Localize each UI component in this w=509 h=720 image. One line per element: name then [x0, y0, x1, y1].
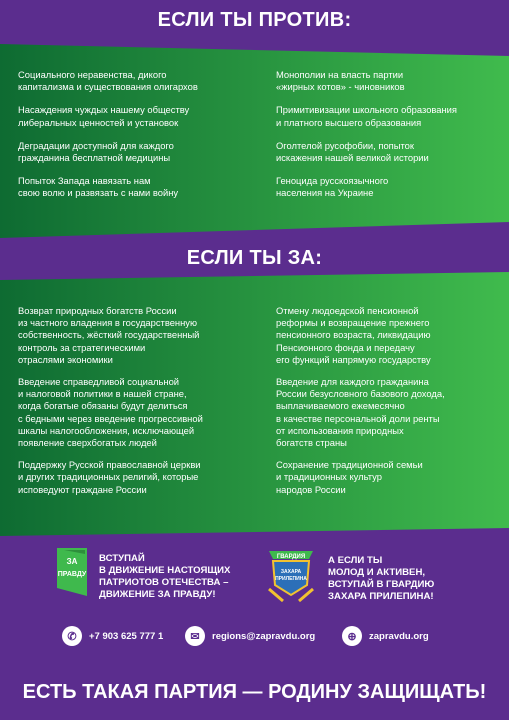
logo-text: ЗАХАРА [280, 569, 302, 575]
list-item: Введение справедливой социальной и налоговой политики в нашей стране, когда богатые обязаны будут делиться с бедными через введение прогрессивной шкалы налогообложения, исключающей появление сверхбогатых людей [18, 376, 203, 449]
list-item: Социального неравенства, дикого капитализма и существования олигархов [18, 69, 198, 93]
join-guard-text: А ЕСЛИ ТЫ МОЛОД И АКТИВЕН, ВСТУПАЙ В ГВАРДИЮ ЗАХАРА ПРИЛЕПИНА! [328, 555, 435, 602]
logo-text: ПРАВДУ [57, 571, 87, 578]
email-contact[interactable] [185, 626, 315, 646]
list-item: Возврат природных богатств России из частного владения в государственную собственность, жёсткий государственный контроль за стратегическими отраслями экономики [18, 305, 200, 365]
list-item: Сохранение традиционной семьи и традиционных культур народов России [276, 459, 423, 495]
for-left-list [18, 305, 263, 506]
list-item: Монополии на власть партии «жирных котов» - чиновников [276, 69, 405, 93]
list-item: Оголтелой русофобии, попыток искажения нашей великой истории [276, 139, 429, 164]
website-contact[interactable] [342, 626, 429, 646]
list-item: Отмену людоедской пенсионной реформы и возвращение прежнего пенсионного возраста, ликвидацию Пенсионного фонда и передачу его функций напрямую государству [276, 305, 431, 365]
email-icon: ✉ [185, 626, 205, 646]
against-title: ЕСЛИ ТЫ ПРОТИВ: [157, 9, 352, 31]
list-item: Насаждения чуждых нашему обществу либеральных ценностей и установок [18, 104, 190, 128]
website-url: zapravdu.org [369, 630, 429, 642]
globe-icon: ⊕ [342, 626, 362, 646]
for-right-list [276, 305, 504, 506]
list-item: Деградации доступной для каждого гражданина бесплатной медицины [18, 139, 174, 164]
against-right-list [276, 69, 501, 211]
list-item: Геноцида русскоязычного населения на Украине [276, 175, 389, 199]
email-address: regions@zapravdu.org [212, 630, 316, 642]
phone-number: +7 903 625 777 1 [89, 630, 164, 642]
footer-slogan: ЕСТЬ ТАКАЯ ПАРТИЯ — РОДИНУ ЗАЩИЩАТЬ! [22, 681, 487, 703]
list-item: Примитивизации школьного образования и платного высшего образования [276, 104, 457, 128]
list-item: Попыток Запада навязать нам свою волю и развязать с нами войну [18, 175, 179, 199]
logo-text: ПРИЛЕПИНА [275, 576, 307, 582]
list-item: Введение для каждого гражданина России безусловного базового дохода, выплачиваемого ежемесячно в качестве персональной доли ренты от использования природных богатств страны [276, 376, 445, 449]
logo-text: ГВАРДИЯ [276, 554, 306, 560]
list-item: Поддержку Русской православной церкви и других традиционных религий, которые исповедуют граждане России [18, 459, 201, 495]
logo-text: ЗА [66, 557, 78, 566]
phone-contact[interactable] [62, 626, 163, 646]
phone-icon: ✆ [62, 626, 82, 646]
against-left-list [18, 69, 258, 211]
join-movement-text: ВСТУПАЙ В ДВИЖЕНИЕ НАСТОЯЩИХ ПАТРИОТОВ ОТЕЧЕСТВА – ДВИЖЕНИЕ ЗА ПРАВДУ! [99, 553, 231, 600]
for-title: ЕСЛИ ТЫ ЗА: [186, 247, 323, 269]
za-pravdu-logo [57, 548, 87, 596]
guard-prilepin-logo [265, 549, 317, 607]
